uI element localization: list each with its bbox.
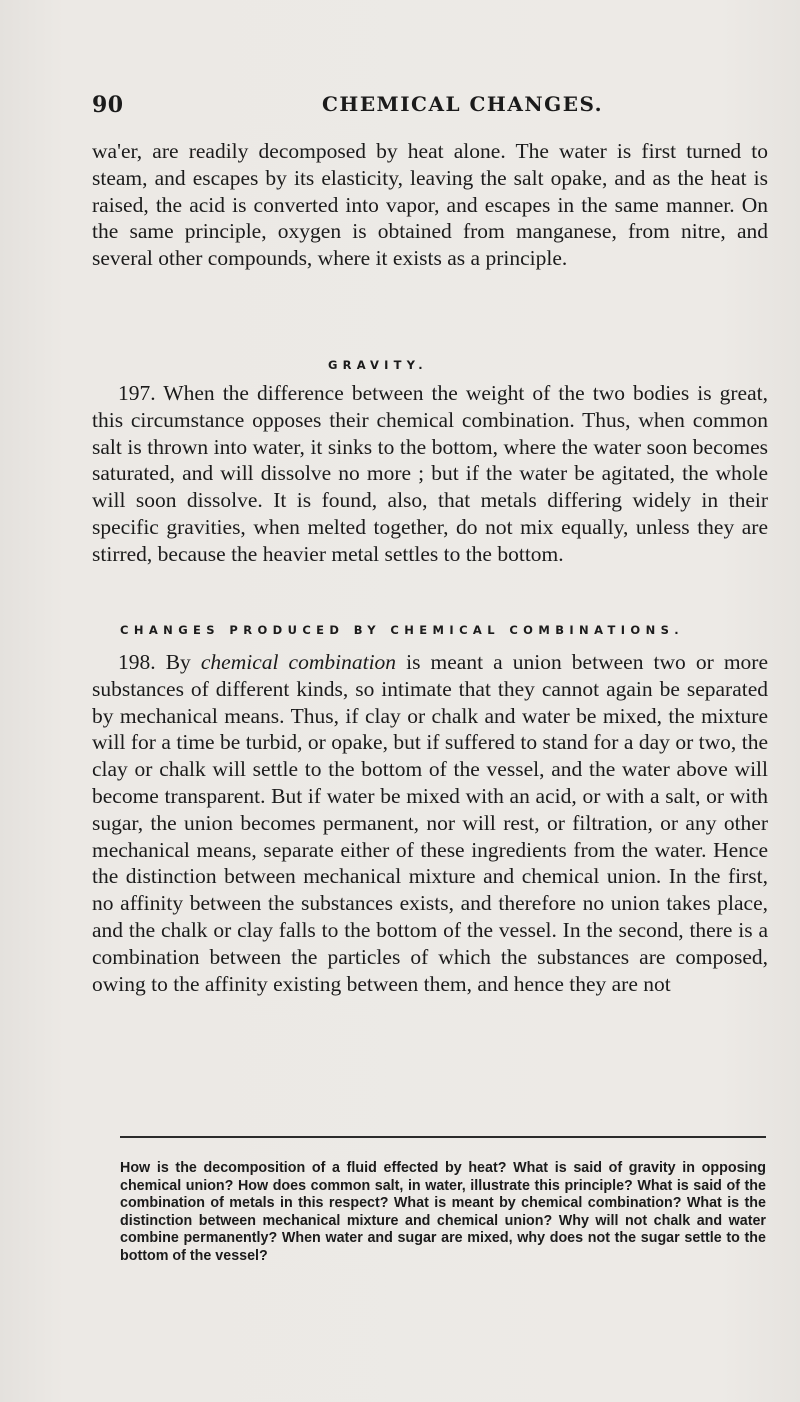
emphasis-chemical-combination: chemical combination (200, 650, 397, 674)
section-heading-chemical-combinations: CHANGES PRODUCED BY CHEMICAL COMBINATIONS. (120, 623, 685, 637)
paragraph-198 (92, 649, 768, 997)
section-heading-gravity: GRAVITY. (328, 358, 428, 372)
footnote-divider (120, 1136, 766, 1138)
footnote-questions: How is the decomposition of a fluid effected by heat? What is said of gravity in opposing chemical union? How does common salt, in water, illustrate this principle? What is said of the combination of metals in this respect? What is meant by chemical combination? What is the distinction between mechanical mixture and chemical union? Why will not chalk and water combine permanently? When water and sugar are mixed, why does not the sugar settle to the bottom of the vessel? (120, 1160, 766, 1264)
paragraph-197: 197. When the difference between the weight of the two bodies is great, this circumstance opposes their chemical combination. Thus, when common salt is thrown into water, it sinks to the bottom, where the water soon becomes saturated, and will dissolve no more ; but if the water be agitated, the whole will soon dissolve. It is found, also, that metals differing widely in their specific gravities, when melted together, do not mix equally, unless they are stirred, because the heavier metal settles to the bottom. (92, 381, 768, 566)
page-header (92, 92, 772, 122)
paragraph-continued: wa'er, are readily decomposed by heat alone. The water is first turned to steam, and escapes by its elasticity, leaving the salt opake, and as the heat is raised, the acid is converted into vapor, and escapes in the same manner. On the same principle, oxygen is obtained from manganese, from nitre, and several other compounds, where it exists as a principle. (92, 139, 768, 271)
page-number: 90 (92, 92, 124, 118)
paragraph-198-text: is meant a union between two or more substances of different kinds, so intimate that they cannot again be separated by mechanical means. Thus, if clay or chalk and water be mixed, the mixture will for a time be turbid, or opake, but if suffered to stand for a day or two, the clay or chalk will settle to the bottom of the vessel, and the water above will become transparent. But if water be mixed with an acid, or with a salt, or with sugar, the union becomes permanent, nor will rest, or filtration, or any other mechanical means, separate either of these ingredients from the water. Hence the distinction between mechanical mixture and chemical union. In the first, no affinity between the substances exists, and therefore no union takes place, and the chalk or clay falls to the bottom of the vessel. In the second, there is a combination between the particles of which the substances are composed, owing to the affinity existing between them, and hence they are not (92, 650, 769, 996)
running-head: CHEMICAL CHANGES. (322, 92, 604, 116)
paragraph-198-number: 198. By (118, 650, 201, 674)
